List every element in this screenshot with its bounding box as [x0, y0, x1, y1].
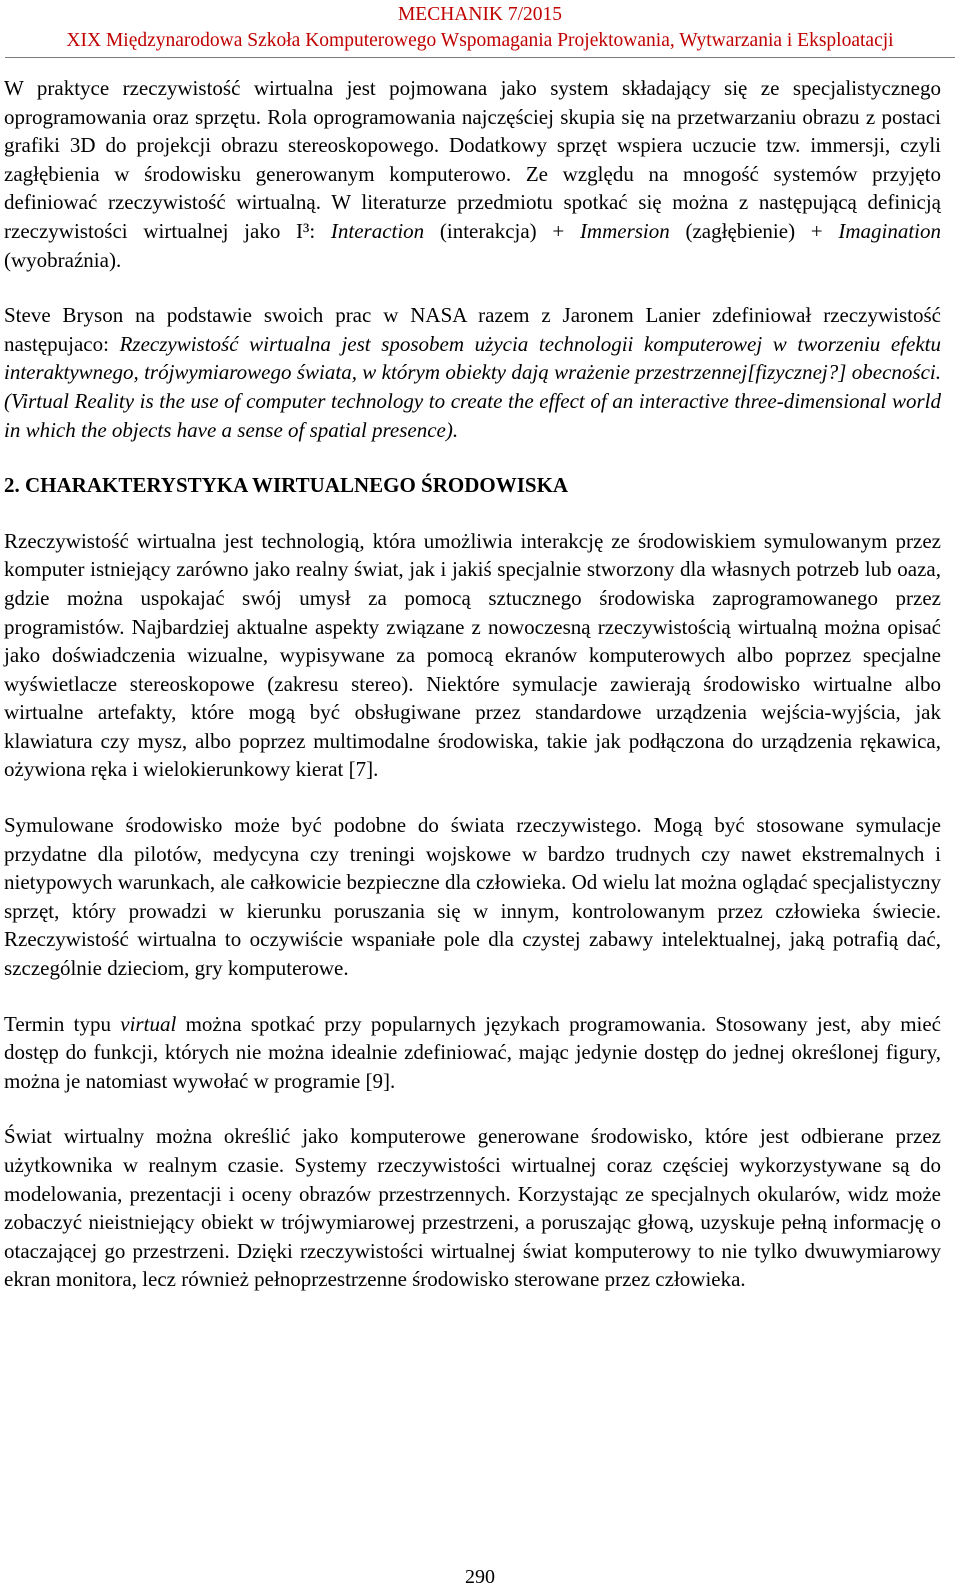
page-header	[0, 2, 960, 54]
paragraph-1: W praktyce rzeczywistość wirtualna jest pojmowana jako system składający się ze specjalistycznego oprogramowania oraz sprzętu. Rola oprogramowania najczęściej skupia się na przetwarzaniu obrazu z postaci grafiki 3D do projekcji obrazu stereoskopowego. Dodatkowy sprzęt wspiera uczucie tzw. immersji, czyli zagłębienia w środowisku generowanym komputerowo. Ze względu na mnogość systemów przyjęto definiować rzeczywistość wirtualną. W literaturze przedmiotu spotkać się można z następującą definicją rzeczywistości wirtualnej jako I³: Interaction (interakcja) + Immersion (zagłębienie) + Imagination (wyobraźnia).	[4, 76, 942, 272]
section-heading: 2. CHARAKTERYSTYKA WIRTUALNEGO ŚRODOWISKA	[4, 473, 569, 498]
italic-term: Immersion	[579, 218, 670, 243]
italic-term: virtual	[120, 1011, 177, 1036]
paragraph-4: Symulowane środowisko może być podobne do świata rzeczywistego. Mogą być stosowane symulacje przydatne dla pilotów, medycyna czy treningi wojskowe w bardzo trudnych czy nawet ekstremalnych i nietypowych warunkach, ale całkowicie bezpieczne dla człowieka. Od wielu lat można oglądać specjalistyczny sprzęt, który prowadzi w kierunku poruszania się w innym, kontrolowanym przez człowieka świecie. Rzeczywistość wirtualna to oczywiście wspaniałe pole dla czystej zabawy intelektualnej, jaką potrafią dać, szczególnie dzieciom, gry komputerowe.	[4, 813, 941, 981]
article-body	[4, 74, 941, 1321]
paragraph-6: Świat wirtualny można określić jako komputerowe generowane środowisko, które jest odbierane przez użytkownika w realnym czasie. Systemy rzeczywistości wirtualnej coraz częściej wykorzystywane są do modelowania, prezentacji i oceny obrazów przestrzennych. Korzystając ze specjalnych okularów, widz może zobaczyć nieistniejący obiekt w trójwymiarowej przestrzeni, a poruszając głową, uzyskuje pełną informację o otaczającej go przestrzeni. Dzięki rzeczywistości wirtualnej świat komputerowy to nie tylko dwuwymiarowy ekran monitora, lecz również pełnoprzestrzenne środowisko sterowane przez człowieka.	[4, 1124, 941, 1292]
paragraph-5: Termin typu virtual można spotkać przy popularnych językach programowania. Stosowany jest, aby mieć dostęp do funkcji, których nie można idealnie zdefiniować, mając jedynie dostęp do jednej określonej figury, można je natomiast wywołać w programie [9].	[4, 1011, 941, 1093]
conference-title: XIX Międzynarodowa Szkoła Komputerowego Wspomagania Projektowania, Wytwarzania i Eksploatacji	[66, 30, 894, 51]
header-divider	[5, 57, 955, 58]
journal-title: MECHANIK 7/2015	[397, 4, 563, 25]
paragraph-2: Steve Bryson na podstawie swoich prac w NASA razem z Jaronem Lanier zdefiniował rzeczywistość następujaco: Rzeczywistość wirtualna jest sposobem użycia technologii komputerowej w tworzeniu efektu interaktywnego, trójwymiarowego świata, w którym obiekty dają wrażenie przestrzennej[fizycznej?] obecności. (Virtual Reality is the use of computer technology to create the effect of an interactive three-dimensional world in which the objects have a sense of spatial presence).	[4, 303, 941, 442]
italic-term: Imagination	[838, 218, 942, 243]
italic-term: Interaction	[330, 218, 425, 243]
page-number: 290	[465, 1566, 495, 1588]
italic-definition: Rzeczywistość wirtualna jest sposobem użycia technologii komputerowej w tworzeniu efektu interaktywnego, trójwymiarowego świata, w którym obiekty dają wrażenie przestrzennej[fizycznej?] obecności. (Virtual Reality is the use of computer technology to create the effect of an interactive three-dimensional world in which the objects have a sense of spatial presence).	[4, 331, 941, 442]
paragraph-3: Rzeczywistość wirtualna jest technologią, która umożliwia interakcję ze środowiskiem symulowanym przez komputer istniejący zarówno jako realny świat, jak i jakiś specjalnie stworzony dla własnych potrzeb lub oaza, gdzie można uspokajać swój umysł za pomocą sztucznego środowiska zaprogramowanego przez programistów. Najbardziej aktualne aspekty związane z nowoczesną rzeczywistością wirtualną można opisać jako doświadczenia wizualne, wypisywane za pomocą ekranów komputerowych albo poprzez specjalne wyświetlacze stereoskopowe (zakresu stereo). Niektóre symulacje zawierają środowisko wirtualne albo wirtualne artefakty, które mogą być obsługiwane przez standardowe urządzenia wejścia-wyjścia, jak klawiatura czy mysz, albo poprzez multimodalne środowiska, takie jak podłączona do urządzenia rękawica, ożywiona ręka i wielokierunkowy kierat [7].	[4, 528, 941, 782]
